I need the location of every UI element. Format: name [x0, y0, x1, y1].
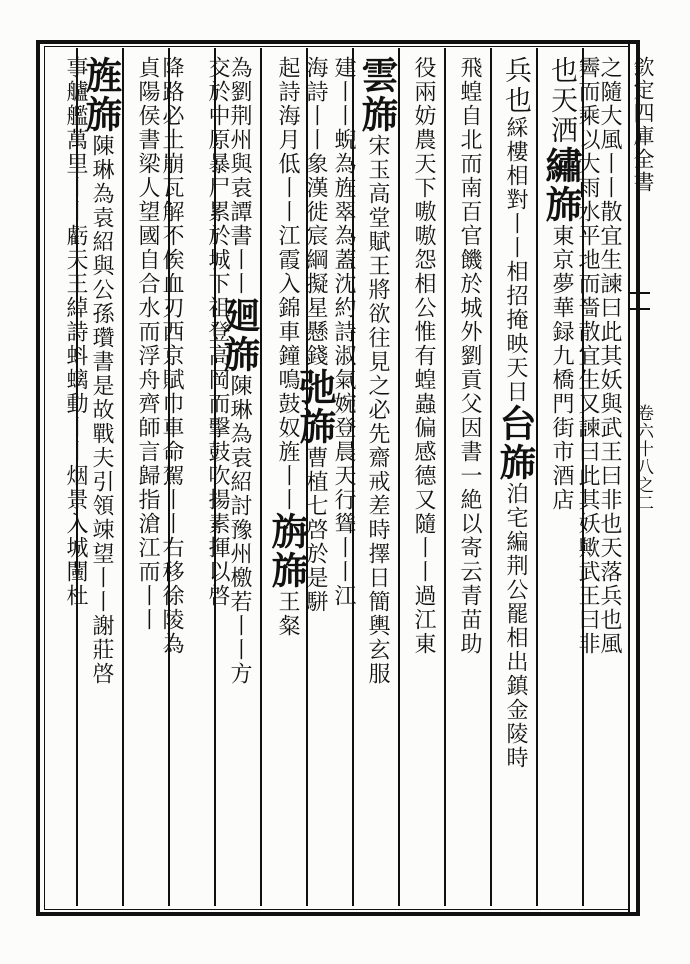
text-column-13: 降路必土崩瓦解不俟血刃西京賦巾車命駕丨丨右移徐陵為 — [159, 56, 184, 656]
text-column-15: 旌旆陳琳為袁紹與公孫瓚書是故戰夫引領竦望丨丨謝莊啓 — [79, 56, 123, 686]
text-column-11: 為劉荆州與袁譚書丨丨廻旆陳琳為袁紹討豫州檄若丨丨方 — [217, 56, 261, 686]
text-column-16: 事艫艦萬里丨丨虧天王綽詩蚪螭動丨丨烟景入城闉杜 — [63, 56, 88, 608]
text-column-10: 起詩海月低丨丨江霞入錦車鐘鳴鼓奴旌丨丨旃旆王粲 — [265, 56, 309, 638]
text-column-7: 雲旆宋玉高堂賦王將欲往見之必先齋戒差時擇日簡輿玄服 — [355, 56, 399, 686]
text-column-12: 交於中原暴尸累於城下祖登高岡而擊鼓吹揚素揮以啓 — [205, 56, 230, 608]
text-column-3: 也天洒繡旆東京夢華録九橋門街市酒店 — [539, 56, 583, 512]
text-column-9: 海詩丨丨象漢徙宸綱擬星懸錢弛旆曹植七啓於是駢 — [293, 56, 337, 614]
text-column-8: 建丨丨蜺為旌翠為蓋沈約詩淑氣婉登晨天行聳丨丨江 — [331, 56, 356, 608]
volume-label: 卷六十八之二 — [633, 404, 653, 512]
text-column-14: 貞陽侯書梁人望國自合水而浮舟齊師言歸指滄江而丨丨 — [135, 56, 160, 632]
text-column-5: 飛蝗自北而南百官饑於城外劉貢父因書一絶以寄云青苗助 — [457, 56, 482, 656]
book-title: 欽定四庫全書 — [631, 56, 655, 194]
text-column-2: 霽而乘以大雨水平地而嗇散宜生又諫曰此其妖歟武王曰非 — [575, 56, 600, 656]
text-column-4: 兵也綵樓相對丨丨相招掩映天日台旆泊宅編荆公罷相出鎮金陵時 — [493, 56, 537, 770]
text-column-6: 役兩妨農天下嗷嗷怨相公惟有蝗蟲偏感德又隨丨丨過江東 — [411, 56, 436, 656]
text-column-1: 之隨大風丨丨散宜生諫曰此其妖與武王曰非也天落兵也風 — [597, 56, 622, 656]
